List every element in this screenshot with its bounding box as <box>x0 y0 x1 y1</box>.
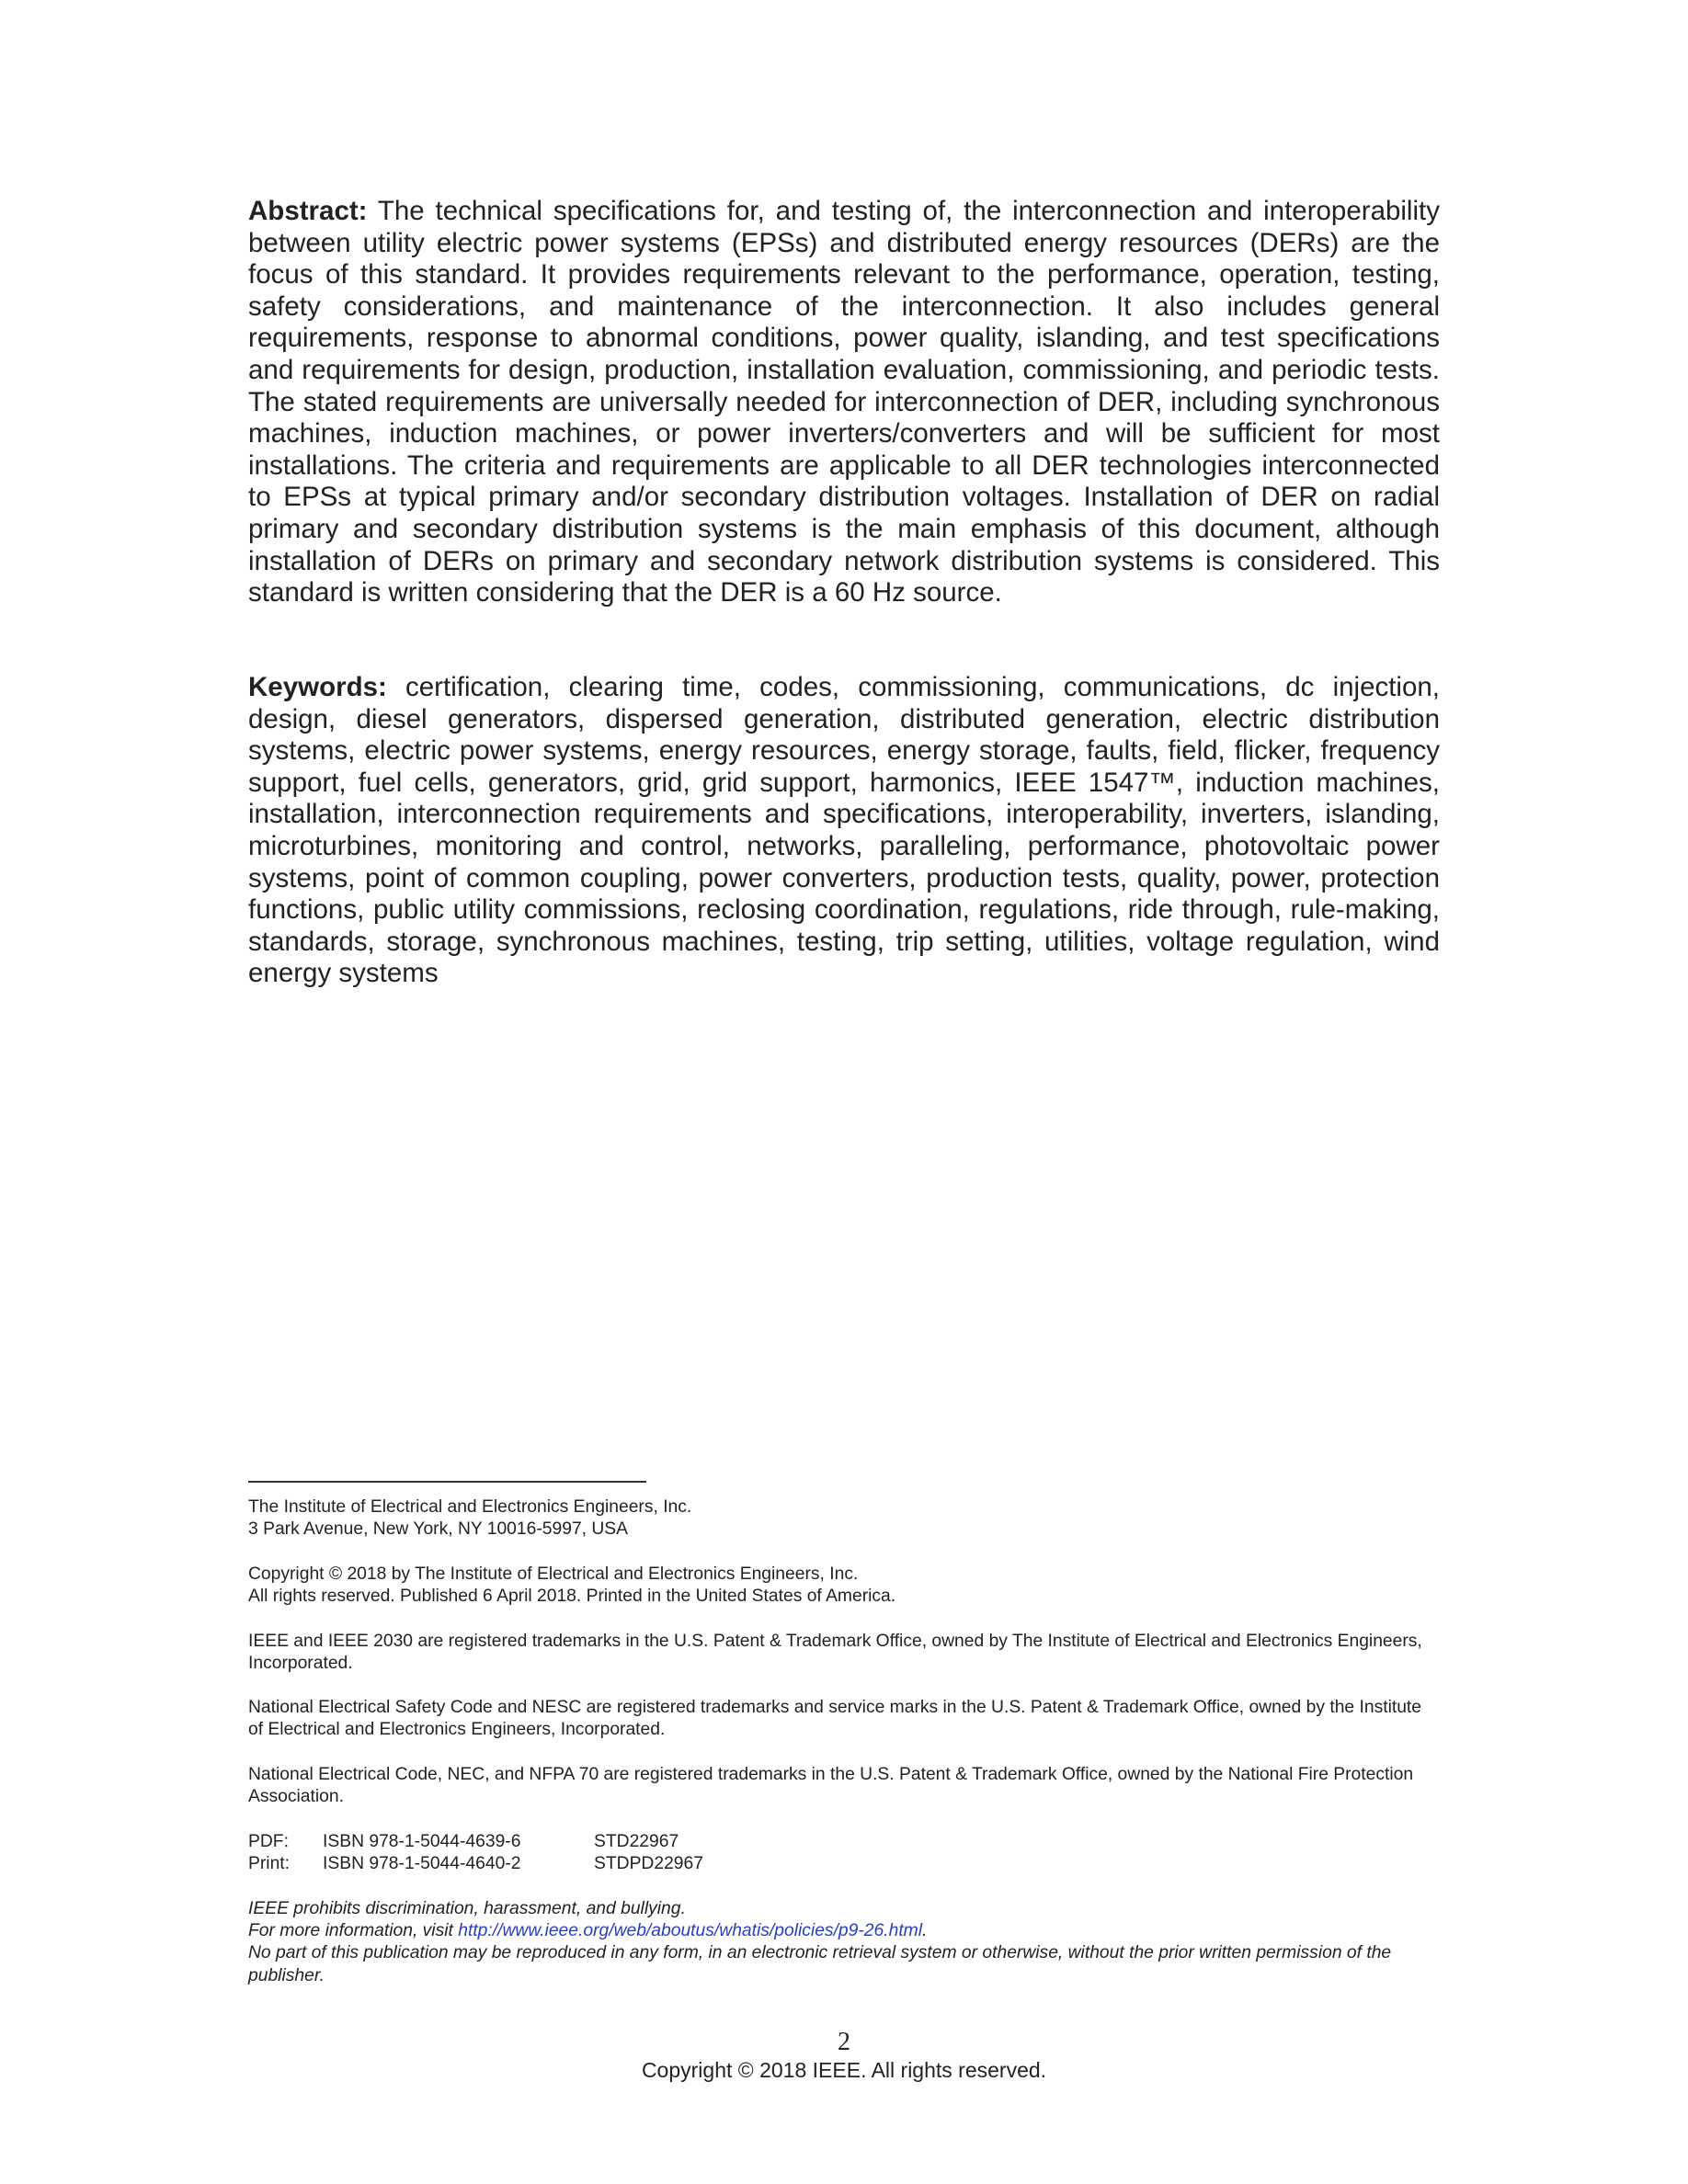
policy-line-3: No part of this publication may be reproduced in any form, in an electronic retrieval system or otherwise, without the prior written permission of the publisher. <box>248 1943 1392 1985</box>
isbn-row-print <box>248 1853 1440 1875</box>
publisher-name: The Institute of Electrical and Electronics Engineers, Inc. <box>248 1497 692 1517</box>
isbn-number: ISBN 978-1-5044-4640-2 <box>323 1854 521 1874</box>
isbn-code: STDPD22967 <box>594 1854 703 1874</box>
copyright-line-2: All rights reserved. Published 6 April 2018. Printed in the United States of America. <box>248 1587 896 1607</box>
policy-link[interactable]: http://www.ieee.org/web/aboutus/whatis/policies/p9-26.html <box>458 1921 923 1941</box>
publisher-info <box>248 1496 1440 1541</box>
isbn-row-pdf <box>248 1831 1440 1853</box>
policy-notice <box>248 1898 1440 1987</box>
abstract-label: Abstract: <box>248 196 368 226</box>
footnote-divider <box>248 1481 646 1483</box>
nesc-trademark-text: National Electrical Safety Code and NESC are registered trademarks and service marks in the U.S. Patent & Trademark Office, owned by the Institute of Electrical and Electronics Engineers, Incorporated. <box>248 1698 1422 1740</box>
policy-line-2-prefix: For more information, visit <box>248 1921 459 1941</box>
nec-trademark-notice <box>248 1764 1440 1808</box>
abstract-paragraph <box>248 196 1440 609</box>
nec-trademark-text: National Electrical Code, NEC, and NFPA 70 are registered trademarks in the U.S. Patent & Trademark Office, owned by the National Fire Protection Association. <box>248 1765 1414 1807</box>
publisher-address: 3 Park Avenue, New York, NY 10016-5997, USA <box>248 1519 629 1540</box>
isbn-code: STD22967 <box>594 1832 679 1851</box>
policy-line-2-suffix: . <box>922 1921 928 1941</box>
policy-line-1: IEEE prohibits discrimination, harassment, and bullying. <box>248 1899 686 1918</box>
page-number: 2 <box>838 2028 850 2056</box>
isbn-format: PDF: <box>248 1832 289 1851</box>
abstract-text: The technical specifications for, and testing of, the interconnection and interoperability between utility electric power systems (EPSs) and distributed energy resources (DERs) are the focus of this standard. It provides requirements relevant to the performance, operation, testing, safety considerations, and maintenance of the interconnection. It also includes general requirements, response to abnormal conditions, power quality, islanding, and test specifications and requirements for design, production, installation evaluation, commissioning, and periodic tests. The stated requirements are universally needed for interconnection of DER, including synchronous machines, induction machines, or power inverters/converters and will be sufficient for most installations. The criteria and requirements are applicable to all DER technologies interconnected to EPSs at typical primary and/or secondary distribution voltages. Installation of DER on radial primary and secondary distribution systems is the main emphasis of this document, although installation of DERs on primary and secondary network distribution systems is considered. This standard is written considering that the DER is a 60 Hz source. <box>248 196 1440 609</box>
ieee-trademark-text: IEEE and IEEE 2030 are registered trademarks in the U.S. Patent & Trademark Office, owned by The Institute of Electrical and Electronics Engineers, Incorporated. <box>248 1632 1422 1674</box>
isbn-format: Print: <box>248 1854 291 1874</box>
keywords-text: certification, clearing time, codes, commissioning, communications, dc injection, design, diesel generators, dispersed generation, distributed generation, electric distribution systems, electric power systems, energy resources, energy storage, faults, field, flicker, frequency support, fuel cells, generators, grid, grid support, harmonics, IEEE 1547™, induction machines, installation, interconnection requirements and specifications, interoperability, inverters, islanding, microturbines, monitoring and control, networks, paralleling, performance, photovoltaic power systems, point of common coupling, power converters, production tests, quality, power, protection functions, public utility commissions, reclosing coordination, regulations, ride through, rule-making, standards, storage, synchronous machines, testing, trip setting, utilities, voltage regulation, wind energy systems <box>248 672 1440 989</box>
copyright-line-1: Copyright © 2018 by The Institute of Electrical and Electronics Engineers, Inc. <box>248 1564 859 1584</box>
ieee-trademark-notice <box>248 1631 1440 1675</box>
copyright-notice <box>248 1564 1440 1608</box>
isbn-table <box>248 1831 1440 1875</box>
keywords-paragraph <box>248 672 1440 990</box>
policy-line-2 <box>248 1920 1440 1942</box>
keywords-label: Keywords: <box>248 672 387 702</box>
footer-copyright: Copyright © 2018 IEEE. All rights reserved. <box>641 2058 1047 2082</box>
isbn-number: ISBN 978-1-5044-4639-6 <box>323 1832 521 1851</box>
nesc-trademark-notice <box>248 1697 1440 1741</box>
